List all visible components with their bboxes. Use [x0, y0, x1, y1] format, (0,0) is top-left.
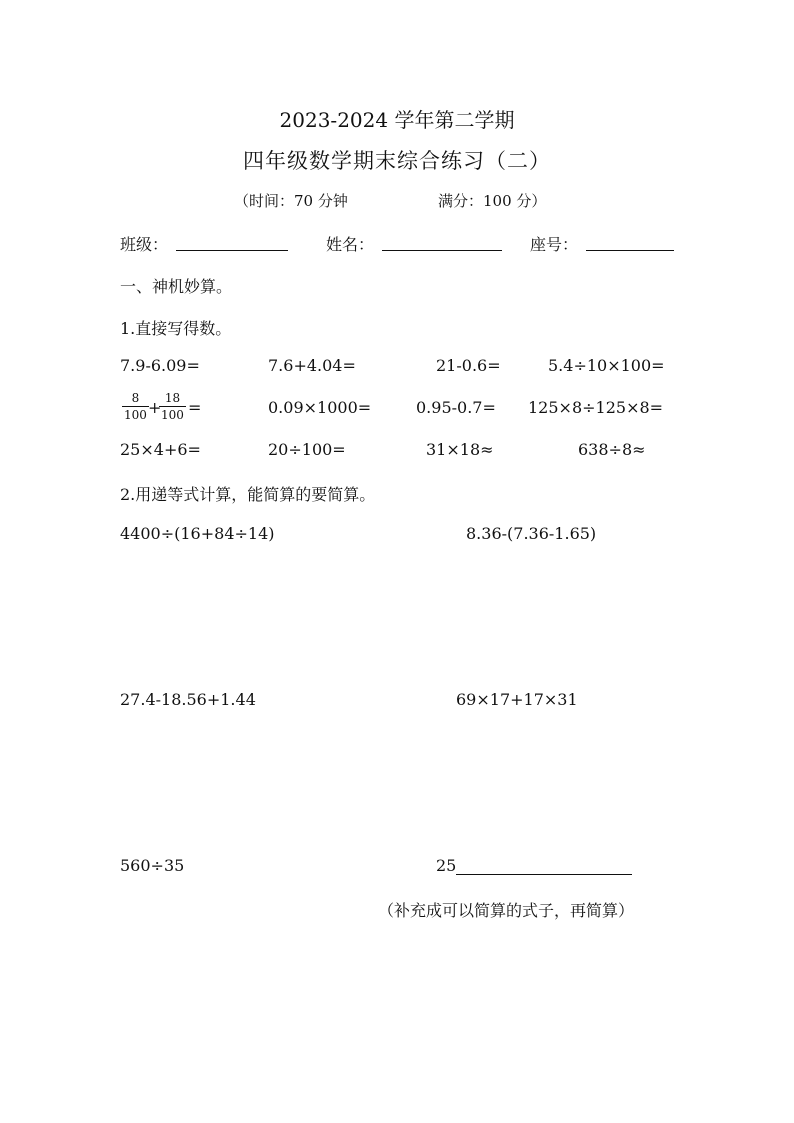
class-label: 班级： — [120, 235, 169, 254]
name-blank[interactable] — [382, 250, 502, 251]
fraction-denominator: 100 — [124, 408, 147, 422]
oral-problem: 5.4÷10×100= — [548, 356, 665, 375]
fraction-18-100 — [159, 391, 186, 422]
calc-problem: 27.4-18.56+1.44 — [120, 690, 256, 709]
oral-problem: 7.9-6.09= — [120, 356, 200, 375]
oral-problem: 0.95-0.7= — [416, 398, 496, 417]
oral-problem: 25×4+6= — [120, 440, 201, 459]
oral-problem: 21-0.6= — [436, 356, 501, 375]
full-score: 满分：100 分） — [438, 192, 547, 210]
calc-problem: 25 — [436, 856, 457, 875]
fill-in-blank[interactable] — [456, 874, 632, 875]
exam-title: 2023-2024 学年第二学期 — [279, 108, 515, 132]
calc-problem: 69×17+17×31 — [456, 690, 578, 709]
oral-problem: 7.6+4.04= — [268, 356, 356, 375]
seat-blank[interactable] — [586, 250, 674, 251]
calc-problem: 560÷35 — [120, 856, 185, 875]
calc-problem: 8.36-(7.36-1.65) — [466, 524, 597, 543]
question-2-title: 2.用递等式计算，能简算的要简算。 — [120, 485, 376, 504]
fraction-bar — [122, 406, 149, 407]
seat-label: 座号： — [530, 235, 579, 254]
fraction-8-100 — [122, 391, 149, 422]
oral-problem: 0.09×1000= — [268, 398, 372, 417]
class-blank[interactable] — [176, 250, 288, 251]
fraction-bar — [159, 406, 186, 407]
question-1-title: 1.直接写得数。 — [120, 319, 232, 338]
section-title: 一、神机妙算。 — [120, 277, 233, 296]
oral-problem: 20÷100= — [268, 440, 346, 459]
plus-sign: + — [148, 398, 162, 417]
exam-subtitle: 四年级数学期末综合练习（二） — [243, 149, 551, 173]
equals-sign: = — [188, 398, 202, 417]
name-label: 姓名： — [326, 235, 375, 254]
oral-problem: 125×8÷125×8= — [528, 398, 664, 417]
time-limit: （时间：70 分钟 — [234, 192, 348, 210]
fraction-denominator: 100 — [161, 408, 184, 422]
fraction-numerator: 8 — [131, 391, 140, 405]
oral-problem: 31×18≈ — [426, 440, 494, 459]
instruction-note: （补充成可以简算的式子，再简算） — [378, 901, 635, 920]
fraction-numerator: 18 — [164, 391, 181, 405]
calc-problem: 4400÷(16+84÷14) — [120, 524, 275, 543]
oral-problem: 638÷8≈ — [578, 440, 646, 459]
